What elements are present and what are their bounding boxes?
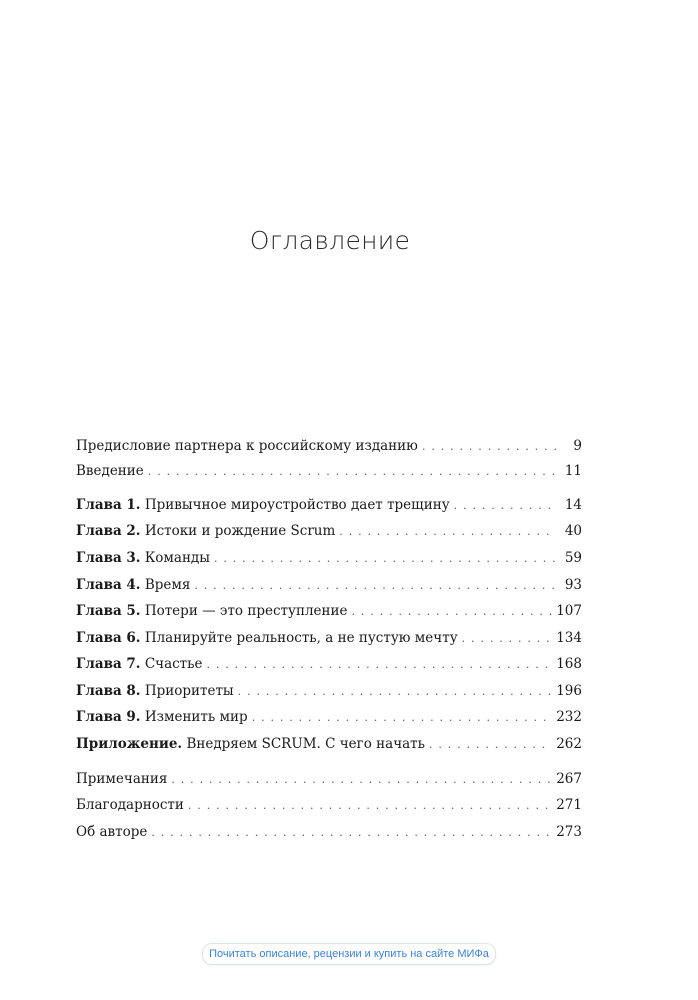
toc-entry-label: Глава 1. Привычное мироустройство дает трещину <box>76 497 450 513</box>
leader-dots <box>188 796 552 816</box>
leader-dots <box>206 655 552 675</box>
toc-entry-label: Глава 4. Время <box>76 577 191 593</box>
page-title: Оглавление <box>249 226 411 255</box>
toc-entry-page: 11 <box>564 463 582 479</box>
toc-entry-acknowledgements <box>76 795 582 815</box>
toc-entry-label: Глава 2. Истоки и рождение Scrum <box>76 523 336 539</box>
leader-dots <box>151 823 552 843</box>
toc-entry-label: Благодарности <box>76 797 184 813</box>
toc-entry-chapter-7 <box>76 654 582 674</box>
toc-entry-label: Глава 8. Приоритеты <box>76 683 234 699</box>
toc-entry-label: Глава 7. Счастье <box>76 656 203 672</box>
toc-entry-chapter-2 <box>76 521 582 541</box>
toc-entry-page: 267 <box>556 771 582 787</box>
toc-entry-label: Глава 6. Планируйте реальность, а не пустую мечту <box>76 630 458 646</box>
leader-dots <box>194 576 556 596</box>
toc-entry-page: 14 <box>564 497 582 513</box>
leader-dots <box>339 522 556 542</box>
leader-dots <box>422 437 556 457</box>
toc-entry-chapter-1 <box>76 495 582 515</box>
toc-entry-appendix <box>76 734 582 754</box>
toc-entry-about-author <box>76 822 582 842</box>
toc-entry-label: Глава 5. Потери — это преступление <box>76 603 348 619</box>
leader-dots <box>238 682 553 702</box>
leader-dots <box>148 462 556 482</box>
leader-dots <box>454 496 556 516</box>
toc-entry-page: 40 <box>564 523 582 539</box>
leader-dots <box>171 770 552 790</box>
leader-dots <box>462 629 553 649</box>
toc-entry-page: 232 <box>556 709 582 725</box>
leader-dots <box>429 735 552 755</box>
toc-entry-page: 107 <box>556 603 582 619</box>
toc-entry-introduction <box>76 461 582 481</box>
table-of-contents <box>76 0 582 1000</box>
toc-entry-preface <box>76 436 582 456</box>
toc-entry-chapter-8 <box>76 681 582 701</box>
toc-entry-page: 262 <box>556 736 582 752</box>
toc-entry-chapter-4 <box>76 575 582 595</box>
toc-entry-label: Предисловие партнера к российскому изданию <box>76 438 418 454</box>
toc-entry-label: Глава 9. Изменить мир <box>76 709 248 725</box>
leader-dots <box>352 602 553 622</box>
toc-entry-chapter-6 <box>76 628 582 648</box>
toc-entry-page: 134 <box>556 630 582 646</box>
toc-entry-page: 9 <box>573 438 582 454</box>
toc-entry-chapter-5 <box>76 601 582 621</box>
toc-entry-page: 93 <box>564 577 582 593</box>
toc-entry-label: Примечания <box>76 771 168 787</box>
mif-store-link[interactable]: Почитать описание, рецензии и купить на сайте МИФа <box>202 943 496 965</box>
leader-dots <box>252 708 553 728</box>
toc-entry-label: Глава 3. Команды <box>76 550 210 566</box>
toc-entry-chapter-9 <box>76 707 582 727</box>
toc-entry-label: Приложение. Внедряем SCRUM. С чего начать <box>76 736 425 752</box>
toc-entry-label: Об авторе <box>76 824 148 840</box>
leader-dots <box>214 549 556 569</box>
toc-entry-page: 168 <box>556 656 582 672</box>
toc-entry-chapter-3 <box>76 548 582 568</box>
toc-entry-page: 273 <box>556 824 582 840</box>
toc-entry-page: 196 <box>556 683 582 699</box>
toc-entry-notes <box>76 769 582 789</box>
toc-entry-page: 59 <box>564 550 582 566</box>
toc-entry-page: 271 <box>556 797 582 813</box>
toc-entry-label: Введение <box>76 463 144 479</box>
